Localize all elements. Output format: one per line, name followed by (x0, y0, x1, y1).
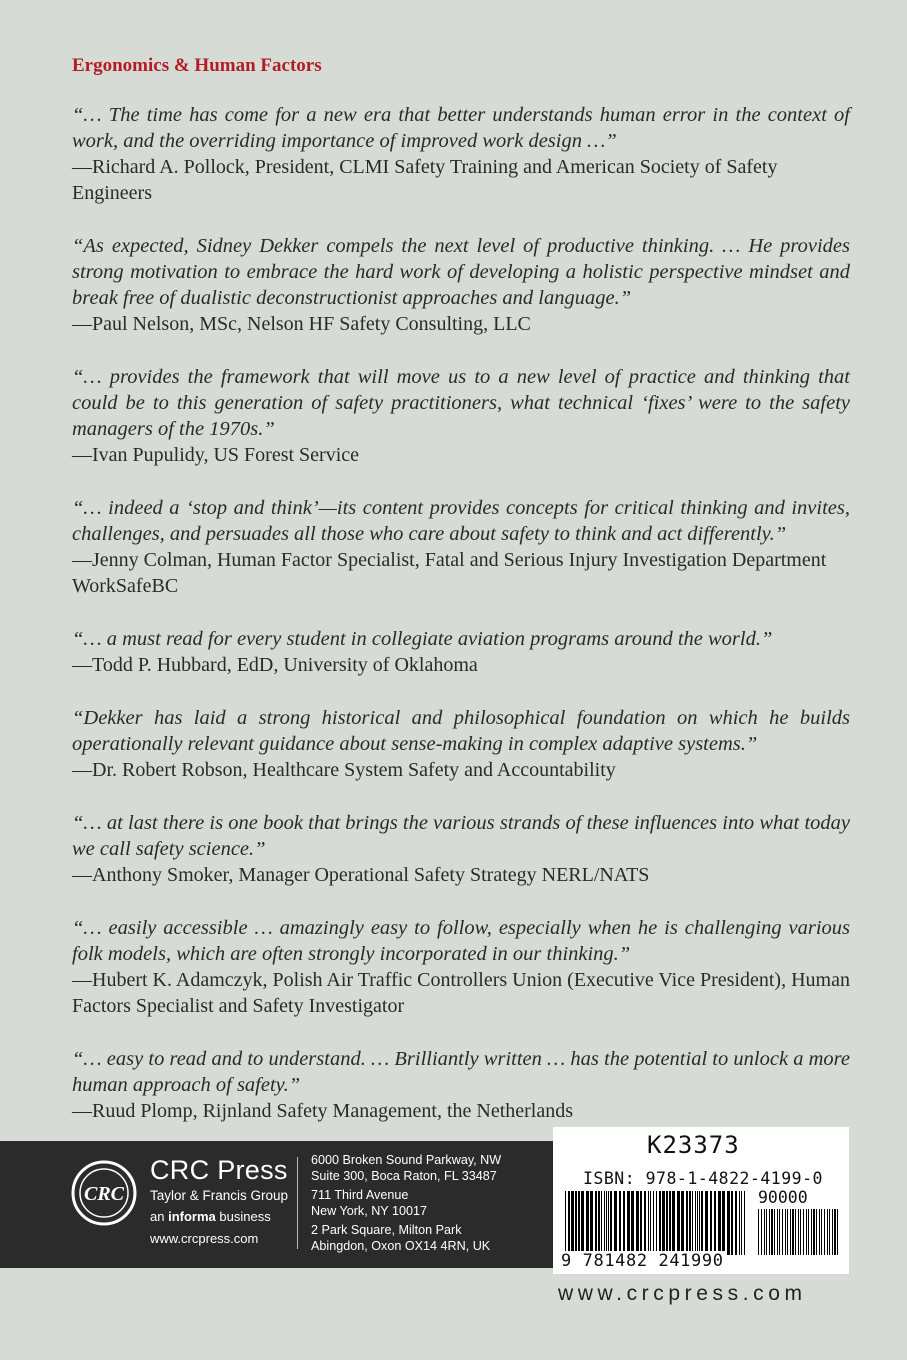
barcode-bar (608, 1191, 609, 1255)
barcode-bar (777, 1209, 778, 1255)
barcode-bar (758, 1209, 759, 1255)
product-code: K23373 (647, 1131, 740, 1159)
endorsement (72, 1046, 850, 1124)
barcode-bar (689, 1191, 691, 1255)
barcode-bar (819, 1209, 820, 1255)
barcode-bar (811, 1209, 812, 1255)
barcode-bar (565, 1191, 566, 1255)
barcode-bar (790, 1209, 791, 1255)
quote-attribution: —Todd P. Hubbard, EdD, University of Oklahoma (72, 654, 478, 676)
barcode-bar (800, 1209, 801, 1255)
barcode-bar (619, 1191, 621, 1255)
barcode-bar (699, 1191, 700, 1255)
quote-attribution: —Ruud Plomp, Rijnland Safety Management, the Netherlands (72, 1100, 574, 1122)
barcode-bar (677, 1191, 680, 1255)
barcode-bar (644, 1191, 646, 1255)
barcode-bar (662, 1191, 665, 1255)
barcode-bar (581, 1191, 584, 1255)
barcode-bar (824, 1209, 825, 1255)
barcode-bar (614, 1191, 617, 1255)
quote-attribution: —Hubert K. Adamczyk, Polish Air Traffic Controllers Union (Executive Vice President), Human Factors Specialist and Safety Investigator (72, 969, 850, 1017)
barcode-bar (816, 1209, 817, 1255)
barcode-bar (837, 1209, 838, 1255)
barcode-bar (601, 1191, 602, 1255)
barcode-bar (766, 1209, 767, 1255)
informa-line: an informa business (150, 1209, 271, 1224)
barcode-bar (595, 1191, 597, 1255)
publisher-band (0, 1141, 553, 1268)
quote-text: “… The time has come for a new era that better understands human error in the context of work, and the overriding importance of improved work design …” (72, 104, 850, 152)
barcode-bar (764, 1209, 765, 1255)
logo-text: CRC (83, 1183, 125, 1205)
barcode-bar (710, 1191, 712, 1255)
barcode-bar (686, 1191, 688, 1255)
barcode-bar (659, 1191, 661, 1255)
barcode-panel (553, 1127, 849, 1274)
barcode-bar (739, 1191, 740, 1255)
quote-attribution: —Jenny Colman, Human Factor Specialist, Fatal and Serious Injury Investigation Department WorkSafeBC (72, 549, 827, 597)
barcode-bar (681, 1191, 684, 1255)
barcode-bar (578, 1191, 580, 1255)
barcode-bar (808, 1209, 809, 1255)
barcode-bar (731, 1191, 733, 1255)
barcode-bar (735, 1191, 737, 1255)
barcode-bar (692, 1191, 693, 1255)
quote-text: “… easy to read and to understand. … Brilliantly written … has the potential to unlock a more human approach of safety.” (72, 1048, 850, 1096)
barcode-bar (705, 1191, 708, 1255)
barcode-bar (575, 1191, 577, 1255)
publisher-url[interactable]: www.crcpress.com (150, 1231, 259, 1246)
barcode-bar (829, 1209, 830, 1255)
quote-attribution: —Anthony Smoker, Manager Operational Safety Strategy NERL/NATS (72, 864, 650, 886)
barcode-bar (623, 1191, 625, 1255)
address-line: 711 Third Avenue (311, 1188, 409, 1203)
barcode-bar (627, 1191, 630, 1255)
barcode-bar (769, 1209, 770, 1255)
category-heading: Ergonomics & Human Factors (72, 55, 322, 76)
quote-text: “… provides the framework that will move us to a new level of practice and thinking that could be to this generation of safety practitioners, what technical ‘fixes’ were to the safety managers of the 1970s.” (72, 366, 850, 440)
isbn-text: ISBN: 978-1-4822-4199-0 (583, 1169, 823, 1188)
barcode-bar (568, 1191, 570, 1255)
endorsement (72, 810, 850, 888)
barcode-bar (782, 1209, 783, 1255)
barcode-bar (610, 1191, 612, 1255)
address-line: 6000 Broken Sound Parkway, NW (311, 1153, 502, 1167)
barcode-bar (806, 1209, 807, 1255)
address-line: Abingdon, Oxon OX14 4RN, UK (311, 1238, 491, 1253)
endorsement-list (72, 102, 850, 1151)
barcode-bar (653, 1191, 654, 1255)
publisher-name: CRC Press (150, 1155, 288, 1185)
barcode-bar (604, 1191, 605, 1255)
barcode-bar (771, 1209, 773, 1255)
price-code: 90000 (758, 1188, 808, 1207)
barcode-bar (718, 1191, 721, 1255)
barcode-bar (744, 1191, 745, 1255)
barcode-bar (590, 1191, 593, 1255)
quote-attribution: —Ivan Pupulidy, US Forest Service (72, 444, 360, 466)
endorsement (72, 626, 850, 678)
barcode-bar (666, 1191, 668, 1255)
publisher-addresses (311, 1153, 501, 1255)
barcode-bar (834, 1209, 836, 1255)
quote-attribution: —Richard A. Pollock, President, CLMI Safety Training and American Society of Safety Engineers (72, 156, 778, 204)
quote-text: “… at last there is one book that brings the various strands of these influences into what today we call safety science.” (72, 812, 850, 860)
quote-attribution: —Dr. Robert Robson, Healthcare System Safety and Accountability (72, 759, 616, 781)
endorsement (72, 915, 850, 1019)
publisher-brand (150, 1155, 288, 1224)
site-url[interactable]: www.crcpress.com (558, 1282, 807, 1305)
barcode-bar (648, 1191, 649, 1255)
barcode-bar (779, 1209, 780, 1255)
barcode-bar (701, 1191, 703, 1255)
barcode-bar (640, 1191, 642, 1255)
address-line: 2 Park Square, Milton Park (311, 1223, 462, 1238)
barcode-bar (787, 1209, 788, 1255)
barcode-bar (722, 1191, 725, 1255)
barcode-bar (650, 1191, 651, 1255)
address-line: Suite 300, Boca Raton, FL 33487 (311, 1168, 497, 1183)
quote-text: “Dekker has laid a strong historical and philosophical foundation on which he builds operationally relevant guidance about sense-making in complex adaptive systems.” (72, 707, 850, 755)
quote-text: “As expected, Sidney Dekker compels the next level of productive thinking. … He provides strong motivation to embrace the hard work of developing a holistic perspective mindset and break free of dualistic deconstructionist approaches and language.” (72, 235, 850, 309)
barcode-bar (714, 1191, 716, 1255)
barcode-bar (606, 1191, 607, 1255)
barcode-bar (631, 1191, 634, 1255)
divider (297, 1157, 298, 1249)
endorsement (72, 364, 850, 468)
ean-barcode (563, 1191, 747, 1255)
quote-text: “… indeed a ‘stop and think’—its content provides concepts for critical thinking and invites, challenges, and persuades all those who care about safety to think and act differently.” (72, 497, 850, 545)
barcode-bar (798, 1209, 799, 1255)
barcode-bar (774, 1209, 775, 1255)
barcode-bar (792, 1209, 794, 1255)
publisher-group: Taylor & Francis Group (150, 1188, 289, 1203)
endorsement (72, 495, 850, 599)
barcode-bar (571, 1191, 574, 1255)
barcode-bar (697, 1191, 698, 1255)
quote-attribution: —Paul Nelson, MSc, Nelson HF Safety Consulting, LLC (72, 313, 531, 335)
barcode-bar (695, 1191, 696, 1255)
endorsement (72, 233, 850, 337)
barcode-bar (832, 1209, 833, 1255)
addon-barcode (756, 1209, 842, 1255)
endorsement (72, 102, 850, 206)
barcode-bar (672, 1191, 675, 1255)
endorsement (72, 705, 850, 783)
crc-logo-icon (70, 1159, 138, 1227)
barcode-bar (821, 1209, 822, 1255)
barcode-bar (669, 1191, 671, 1255)
address-line: New York, NY 10017 (311, 1203, 427, 1218)
barcode-bar (656, 1191, 657, 1255)
barcode-bar (827, 1209, 828, 1255)
quote-text: “… a must read for every student in collegiate aviation programs around the world.” (72, 628, 773, 650)
barcode-bar (795, 1209, 796, 1255)
barcode-bar (598, 1191, 600, 1255)
quote-text: “… easily accessible … amazingly easy to follow, especially when he is challenging various folk models, which are often strongly incorporated in our thinking.” (72, 917, 850, 965)
barcode-bar (741, 1191, 742, 1255)
barcode-bar (636, 1191, 639, 1255)
barcode-bar (785, 1209, 786, 1255)
barcode-number: 9 781482 241990 (561, 1251, 724, 1271)
barcode-bar (727, 1191, 730, 1255)
barcode-bar (813, 1209, 815, 1255)
barcode-bar (586, 1191, 589, 1255)
barcode-bar (761, 1209, 762, 1255)
barcode-bar (803, 1209, 804, 1255)
